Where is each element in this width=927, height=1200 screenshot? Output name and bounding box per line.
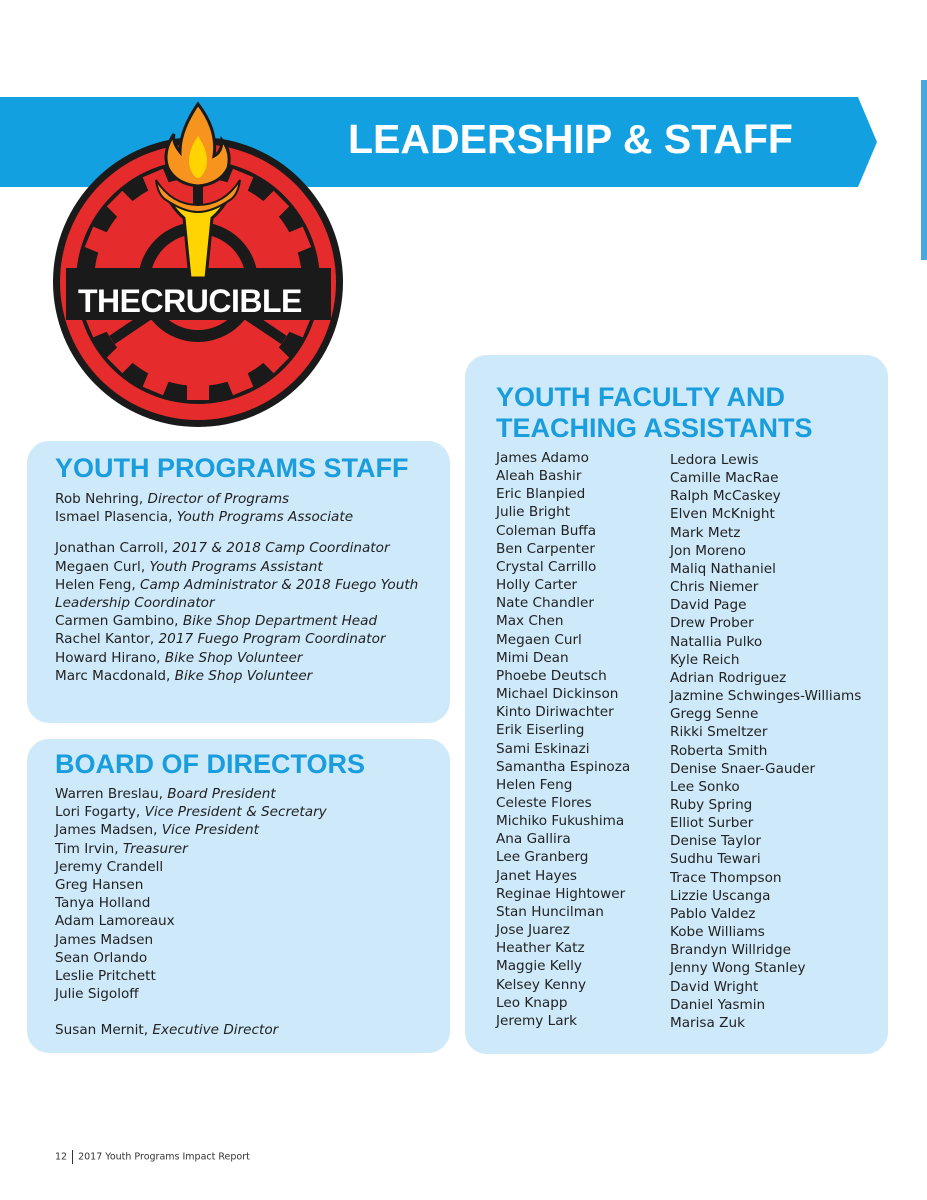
person-name: Rachel Kantor, (55, 631, 159, 648)
board-heading: BOARD OF DIRECTORS (55, 749, 366, 779)
faculty-member: Mark Metz (670, 524, 741, 541)
person-name: James Madsen, (55, 822, 162, 839)
faculty-member: Ben Carpenter (496, 540, 595, 557)
faculty-member: Adrian Rodriguez (670, 669, 787, 686)
person-name: Julie Sigoloff (55, 986, 139, 1003)
person-role: Treasurer (122, 840, 188, 857)
faculty-member: Maggie Kelly (496, 958, 582, 975)
staff-item (55, 558, 418, 576)
person-name: Susan Mernit, (55, 1022, 153, 1039)
board-member (55, 949, 327, 967)
person-name: Warren Breslau, (55, 786, 168, 802)
faculty-member: Nate Chandler (496, 595, 594, 612)
person-name: Tanya Holland (55, 895, 151, 912)
staff-item (55, 667, 418, 685)
board-member (55, 803, 327, 821)
person-role: Board President (167, 786, 276, 802)
faculty-member: Stan Huncilman (496, 903, 604, 920)
faculty-member: Maliq Nathaniel (670, 560, 776, 577)
faculty-member: Trace Thompson (670, 869, 782, 886)
faculty-member: Elliot Surber (670, 815, 754, 832)
faculty-member: Chris Niemer (670, 579, 759, 596)
person-role: Executive Director (152, 1022, 279, 1039)
faculty-member: Janet Hayes (496, 867, 578, 884)
faculty-member: Lizzie Uscanga (670, 887, 771, 904)
faculty-member: Gregg Senne (670, 706, 759, 723)
faculty-column-1 (496, 449, 630, 1030)
faculty-member: Megaen Curl (496, 631, 582, 648)
faculty-member: Erik Eiserling (496, 722, 585, 739)
faculty-member: David Wright (670, 978, 759, 995)
board-of-directors-panel (27, 739, 450, 1053)
faculty-member: Kobe Williams (670, 924, 765, 941)
faculty-member: Helen Feng (496, 776, 573, 793)
person-role: 2017 Fuego Program Coordinator (158, 631, 386, 648)
faculty-member: Max Chen (496, 613, 564, 630)
person-name: Howard Hirano, (55, 649, 165, 666)
faculty-member: Ledora Lewis (670, 452, 759, 468)
faculty-member: Leo Knapp (496, 994, 568, 1011)
staff-item (55, 594, 418, 612)
person-name: Carmen Gambino, (55, 613, 183, 630)
board-list (55, 785, 327, 1040)
staff-item (55, 649, 418, 667)
executive-director (55, 1021, 327, 1039)
faculty-member: Ruby Spring (670, 796, 753, 813)
spacer (55, 1003, 327, 1021)
person-name: James Madsen (55, 931, 154, 948)
board-member (55, 840, 327, 858)
person-role: Bike Shop Volunteer (174, 667, 313, 684)
faculty-panel (465, 355, 888, 1054)
person-name: Ismael Plasencia, (55, 509, 177, 526)
faculty-member: Eric Blanpied (496, 486, 586, 503)
person-name: Marc Macdonald, (55, 667, 175, 684)
person-role: Bike Shop Volunteer (164, 649, 303, 666)
page-number: 12 (55, 1151, 68, 1163)
faculty-member: Sudhu Tewari (670, 851, 761, 868)
faculty-member: Samantha Espinoza (496, 758, 631, 775)
faculty-member: Kelsey Kenny (496, 976, 587, 993)
board-member (55, 912, 327, 930)
faculty-member: Reginae Hightower (496, 885, 626, 902)
faculty-member: Elven McKnight (670, 506, 775, 523)
faculty-member: Natallia Pulko (670, 633, 763, 650)
faculty-member: Pablo Valdez (670, 905, 756, 922)
faculty-member: Denise Taylor (670, 833, 762, 850)
staff-item (55, 490, 418, 508)
board-member (55, 931, 327, 949)
faculty-member: Aleah Bashir (496, 468, 582, 485)
faculty-member: Marisa Zuk (670, 1014, 745, 1031)
edge-accent (921, 80, 927, 260)
page-footer (55, 1150, 250, 1164)
faculty-heading-line1: YOUTH FACULTY AND (496, 382, 785, 412)
staff-item (55, 612, 418, 630)
person-role: 2017 & 2018 Camp Coordinator (172, 540, 390, 557)
faculty-member: Denise Snaer-Gauder (670, 760, 816, 777)
person-name: Tim Irvin, (55, 840, 123, 857)
faculty-member: Kyle Reich (670, 651, 740, 668)
person-role: Camp Administrator & 2018 Fuego Youth (140, 576, 419, 593)
crucible-logo (52, 100, 348, 430)
board-member (55, 894, 327, 912)
report-title: 2017 Youth Programs Impact Report (78, 1151, 250, 1163)
faculty-member: Roberta Smith (670, 742, 768, 759)
faculty-member: Crystal Carrillo (496, 558, 597, 575)
faculty-member: Brandyn Willridge (670, 942, 791, 959)
faculty-member: David Page (670, 597, 747, 614)
person-name: Greg Hansen (55, 877, 144, 894)
person-name: Lori Fogarty, (55, 804, 145, 821)
logo-wordmark: THECRUCIBLE (78, 283, 302, 319)
faculty-member: Lee Sonko (670, 778, 740, 795)
staff-list (55, 490, 418, 685)
faculty-member: Phoebe Deutsch (496, 667, 607, 684)
person-name: Jeremy Crandell (55, 858, 164, 875)
staff-item (55, 508, 418, 526)
faculty-member: Kinto Diriwachter (496, 704, 614, 721)
faculty-member: Celeste Flores (496, 794, 592, 811)
faculty-member: Jon Moreno (670, 542, 746, 559)
faculty-member: Sami Eskinazi (496, 740, 590, 757)
person-name: Adam Lamoreaux (55, 913, 175, 930)
faculty-member: Rikki Smeltzer (670, 724, 768, 741)
spacer (55, 526, 418, 539)
faculty-member: Julie Bright (496, 504, 571, 521)
board-member (55, 821, 327, 839)
faculty-heading-line2: TEACHING ASSISTANTS (496, 413, 813, 443)
faculty-member: Jazmine Schwinges-Williams (670, 688, 862, 705)
staff-item (55, 630, 418, 648)
youth-programs-staff-heading: YOUTH PROGRAMS STAFF (55, 453, 409, 483)
person-role: Vice President (161, 822, 259, 839)
person-role: Bike Shop Department Head (182, 613, 378, 630)
person-name: Rob Nehring, (55, 491, 148, 507)
faculty-member: Jenny Wong Stanley (670, 960, 806, 977)
faculty-member: Jose Juarez (496, 922, 570, 939)
faculty-member: Jeremy Lark (496, 1012, 577, 1029)
faculty-member: Lee Granberg (496, 849, 589, 866)
faculty-column-2 (670, 451, 861, 1032)
board-member (55, 785, 327, 803)
staff-item (55, 539, 418, 557)
faculty-member: Daniel Yasmin (670, 996, 766, 1013)
faculty-heading (496, 382, 813, 444)
person-name: Helen Feng, (55, 576, 140, 593)
board-member (55, 967, 327, 985)
faculty-member: Camille MacRae (670, 470, 779, 487)
faculty-member: Heather Katz (496, 940, 585, 957)
person-role: Youth Programs Assistant (149, 558, 323, 575)
board-member (55, 985, 327, 1003)
faculty-member: Coleman Buffa (496, 522, 597, 539)
faculty-member: Drew Prober (670, 615, 754, 632)
faculty-member: Holly Carter (496, 577, 578, 594)
person-role: Leadership Coordinator (55, 595, 215, 612)
person-role: Youth Programs Associate (176, 509, 354, 526)
person-role: Director of Programs (147, 491, 290, 507)
staff-item (55, 576, 418, 594)
person-name: Leslie Pritchett (55, 968, 156, 985)
person-name: Sean Orlando (55, 949, 148, 966)
faculty-member: Michiko Fukushima (496, 813, 625, 830)
board-member (55, 876, 327, 894)
faculty-member: James Adamo (496, 450, 589, 466)
person-name: Jonathan Carroll, (55, 540, 173, 557)
faculty-member: Mimi Dean (496, 649, 569, 666)
footer-divider (72, 1150, 73, 1164)
person-role: Vice President & Secretary (144, 804, 327, 821)
board-member (55, 858, 327, 876)
faculty-member: Ralph McCaskey (670, 488, 781, 505)
page-title: LEADERSHIP & STAFF (348, 116, 793, 162)
faculty-member: Ana Gallira (496, 831, 571, 848)
youth-programs-staff-panel (27, 441, 450, 723)
faculty-member: Michael Dickinson (496, 686, 619, 703)
person-name: Megaen Curl, (55, 558, 150, 575)
